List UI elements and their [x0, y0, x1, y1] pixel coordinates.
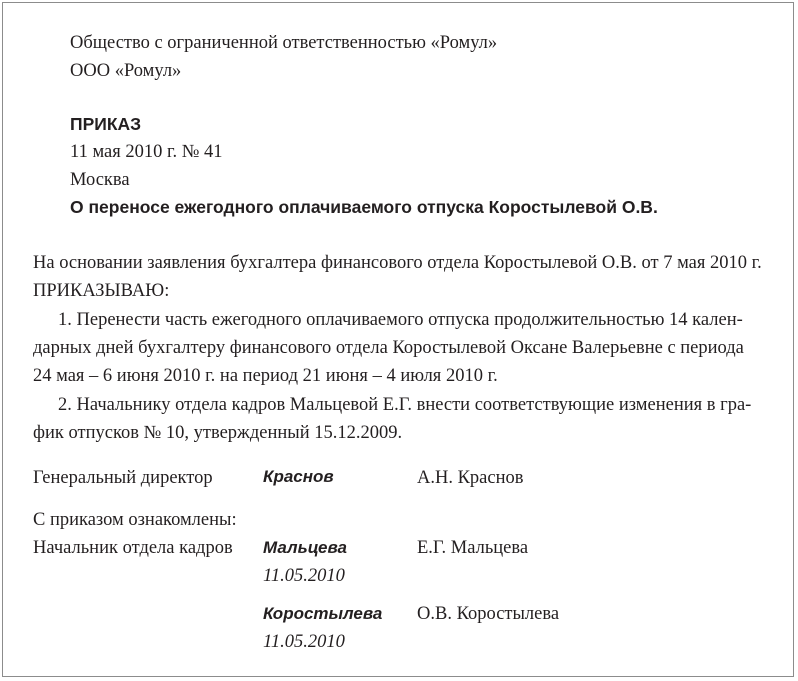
- employee-name: О.В. Коростылева: [417, 604, 560, 624]
- order-city: Москва: [70, 170, 130, 190]
- item1-line: 24 мая – 6 июня 2010 г. на период 21 июня – 4 июля 2010 г.: [33, 366, 498, 386]
- employee-sign-date: 11.05.2010: [263, 632, 345, 652]
- hr-sign-date: 11.05.2010: [263, 566, 345, 586]
- employee-signature: Коростылева: [263, 604, 383, 623]
- hr-name: Е.Г. Мальцева: [417, 538, 529, 558]
- org-full-name: Общество с ограниченной ответственностью «Ромул»: [70, 33, 498, 53]
- director-signature: Краснов: [263, 467, 334, 486]
- director-position: Генеральный директор: [33, 468, 213, 488]
- item1-line: дарных дней бухгалтеру финансового отдела Коростылевой Оксане Валерьевне с периода: [33, 338, 744, 358]
- item2-line: фик отпусков № 10, утвержденный 15.12.2009.: [33, 423, 403, 443]
- hr-position: Начальник отдела кадров: [33, 538, 233, 558]
- basis-text: На основании заявления бухгалтера финансового отдела Коростылевой О.В. от 7 мая 2010 г.: [33, 253, 762, 273]
- acquainted-label: С приказом ознакомлены:: [33, 510, 237, 530]
- org-short-name: ООО «Ромул»: [70, 61, 182, 81]
- order-date-number: 11 мая 2010 г. № 41: [70, 142, 223, 162]
- order-title: ПРИКАЗ: [70, 114, 142, 134]
- director-name: А.Н. Краснов: [417, 468, 524, 488]
- decree-word: ПРИКАЗЫВАЮ:: [33, 281, 170, 301]
- order-subject: О переносе ежегодного оплачиваемого отпуска Коростылевой О.В.: [70, 197, 658, 217]
- hr-signature: Мальцева: [263, 538, 347, 557]
- item2-line: 2. Начальнику отдела кадров Мальцевой Е.Г. внести соответствующие изменения в гра-: [58, 395, 752, 415]
- item1-line: 1. Перенести часть ежегодного оплачиваемого отпуска продолжительностью 14 кален-: [58, 310, 743, 330]
